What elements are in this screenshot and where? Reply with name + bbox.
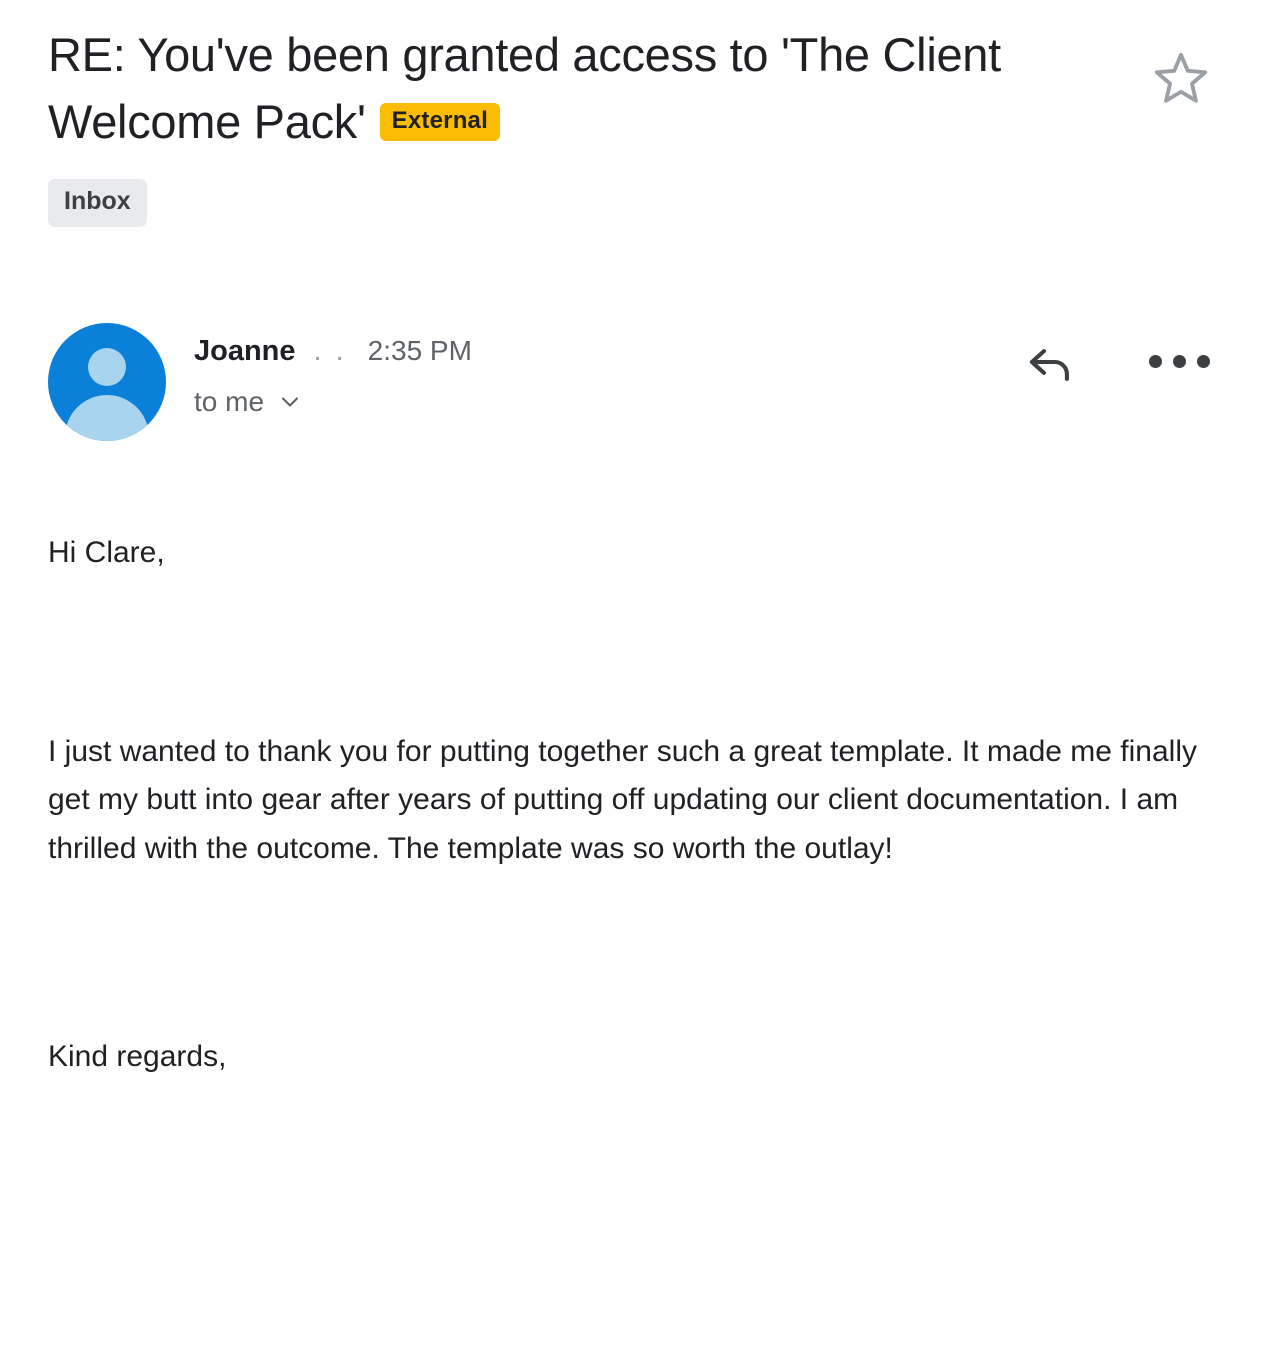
chevron-down-icon: [276, 388, 304, 416]
sender-name: Joanne: [194, 334, 296, 367]
sender-name-line: [194, 335, 1021, 368]
recipient-label: to me: [194, 385, 265, 417]
dot-1: [1149, 355, 1162, 368]
label-chip-inbox[interactable]: Inbox: [48, 179, 147, 227]
avatar: [48, 323, 166, 441]
dot-3: [1197, 355, 1210, 368]
email-body: [48, 529, 1198, 1082]
sender-address-redacted: ..: [313, 334, 358, 367]
page-title: [48, 22, 1058, 155]
more-options-icon[interactable]: [1149, 355, 1210, 368]
body-greeting: Hi Clare,: [48, 535, 165, 569]
avatar-body-shape: [65, 395, 149, 441]
subject-text: RE: You've been granted access to 'The Client Welcome Pack': [48, 28, 1001, 148]
timestamp: 2:35 PM: [367, 334, 472, 366]
sender-details: [194, 323, 1021, 418]
recipient-expander[interactable]: [194, 386, 304, 418]
avatar-head-shape: [88, 348, 126, 386]
status-badge: External: [380, 103, 500, 141]
sender-row: [48, 323, 1236, 441]
body-spacer-1: [48, 578, 1198, 728]
reply-arrow-icon[interactable]: [1021, 333, 1079, 391]
message-actions: [1021, 323, 1210, 391]
subject-row: [48, 22, 1236, 155]
star-icon[interactable]: [1152, 50, 1210, 108]
body-paragraph: I just wanted to thank you for putting together such a great template. It made me finally get my butt into gear after years of putting off updating our client documentation. I am thrilled with the outcome. The template was so worth the outlay!: [48, 734, 1197, 865]
dot-2: [1173, 355, 1186, 368]
body-signoff: Kind regards,: [48, 1040, 227, 1074]
body-spacer-2: [48, 873, 1198, 1033]
label-chip-row: [48, 179, 1236, 227]
